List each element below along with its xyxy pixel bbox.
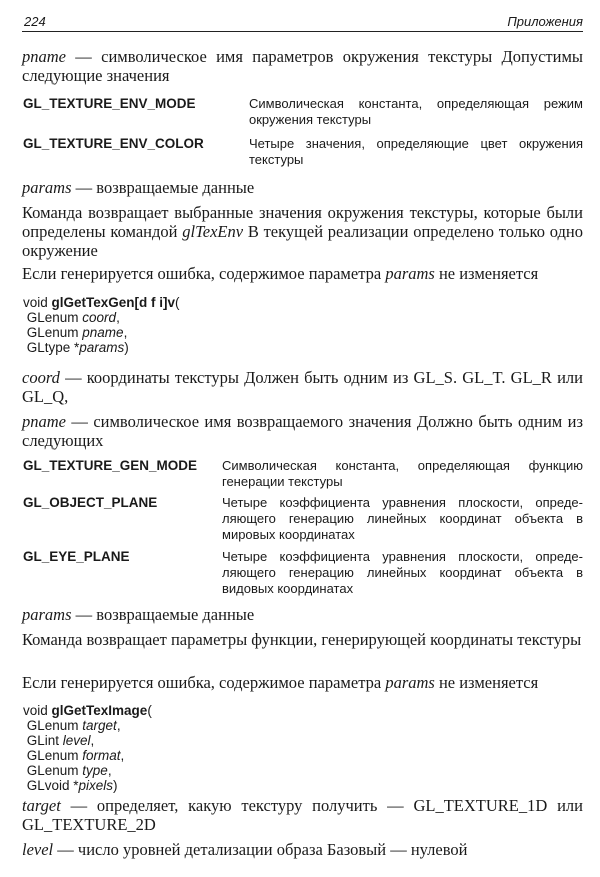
param-term: params [22, 178, 72, 197]
env-description-paragraph: Команда возвращает выбранные значения окружения текстуры, которые были определены командой glTexEnv В текущей реализации определено только одно окружение [22, 203, 584, 260]
teximage-signature: void glGetTexImage( GLenum target, GLint level, GLenum format, GLenum type, GLvoid *pixels) [23, 703, 152, 793]
constant-name: GL_EYE_PLANE [23, 549, 130, 564]
env-pname-paragraph: pname — символическое имя параметров окружения текстуры Допустимы следующие значения [22, 47, 583, 85]
teximage-level-paragraph: level — число уровней детализации образа Базовый — нулевой [22, 840, 468, 859]
constant-description: Символическая константа, определяющая функцию генерации текстуры [222, 458, 583, 489]
arg-name: target [82, 718, 117, 733]
texgen-params-paragraph: params — возвращаемые данные [22, 605, 255, 624]
constant-description: Четыре коэффициента уравнения плоскости, определяющего генерацию линейных координат объекта в мировых координатах [222, 495, 583, 542]
param-term: params [385, 264, 435, 283]
arg-name: type [82, 763, 108, 778]
arg-name: params [79, 340, 125, 355]
running-header [22, 13, 583, 32]
texgen-error-paragraph: Если генерируется ошибка, содержимое параметра params не изменяется [22, 673, 539, 692]
page-number: 224 [24, 14, 46, 29]
constant-description: Символическая константа, определяющая режим окружения текстуры [249, 96, 583, 127]
function-name: glGetTexGen[d f i]v [51, 295, 176, 310]
param-term: pname [22, 47, 66, 66]
env-error-paragraph: Если генерируется ошибка, содержимое параметра params не изменяется [22, 264, 539, 283]
arg-name: format [82, 748, 121, 763]
texgen-coord-paragraph: coord — координаты текстуры Должен быть одним из GL_S. GL_T. GL_R или GL_Q, [22, 368, 583, 406]
table-row [22, 549, 583, 603]
command-name: glTexEnv [182, 222, 244, 241]
texgen-signature: void glGetTexGen[d f i]v( GLenum coord, GLenum pname, GLtype *params) [23, 295, 180, 355]
texgen-values-table [22, 458, 583, 603]
constant-name: GL_TEXTURE_ENV_COLOR [23, 136, 204, 151]
param-term: coord [22, 368, 60, 387]
param-term: target [22, 796, 61, 815]
param-term: pname [22, 412, 66, 431]
arg-name: level [62, 733, 91, 748]
env-values-table [22, 96, 583, 176]
table-row [22, 495, 583, 549]
teximage-target-paragraph: target — определяет, какую текстуру получить — GL_TEXTURE_1D или GL_TEXTURE_2D [22, 796, 583, 834]
constant-name: GL_TEXTURE_GEN_MODE [23, 458, 198, 473]
table-row [22, 96, 583, 136]
constant-description: Четыре значения, определяющие цвет окружения текстуры [249, 136, 583, 167]
env-params-paragraph: params — возвращаемые данные [22, 178, 255, 197]
table-row [22, 458, 583, 495]
constant-description: Четыре коэффициента уравнения плоскости, определяющего генерацию линейных координат объекта в видовых координатах [222, 549, 583, 596]
constant-name: GL_OBJECT_PLANE [23, 495, 158, 510]
texgen-description-paragraph: Команда возвращает параметры функции, генерирующей координаты текстуры [22, 630, 582, 649]
function-name: glGetTexImage [51, 703, 148, 718]
constant-name: GL_TEXTURE_ENV_MODE [23, 96, 196, 111]
param-term: params [385, 673, 435, 692]
arg-name: coord [82, 310, 117, 325]
param-term: level [22, 840, 54, 859]
section-title: Приложения [507, 14, 583, 29]
arg-name: pixels [78, 778, 114, 793]
param-term: params [22, 605, 72, 624]
texgen-pname-paragraph: pname — символическое имя возвращаемого значения Должно быть одним из следующих [22, 412, 583, 450]
arg-name: pname [82, 325, 124, 340]
table-row [22, 136, 583, 176]
